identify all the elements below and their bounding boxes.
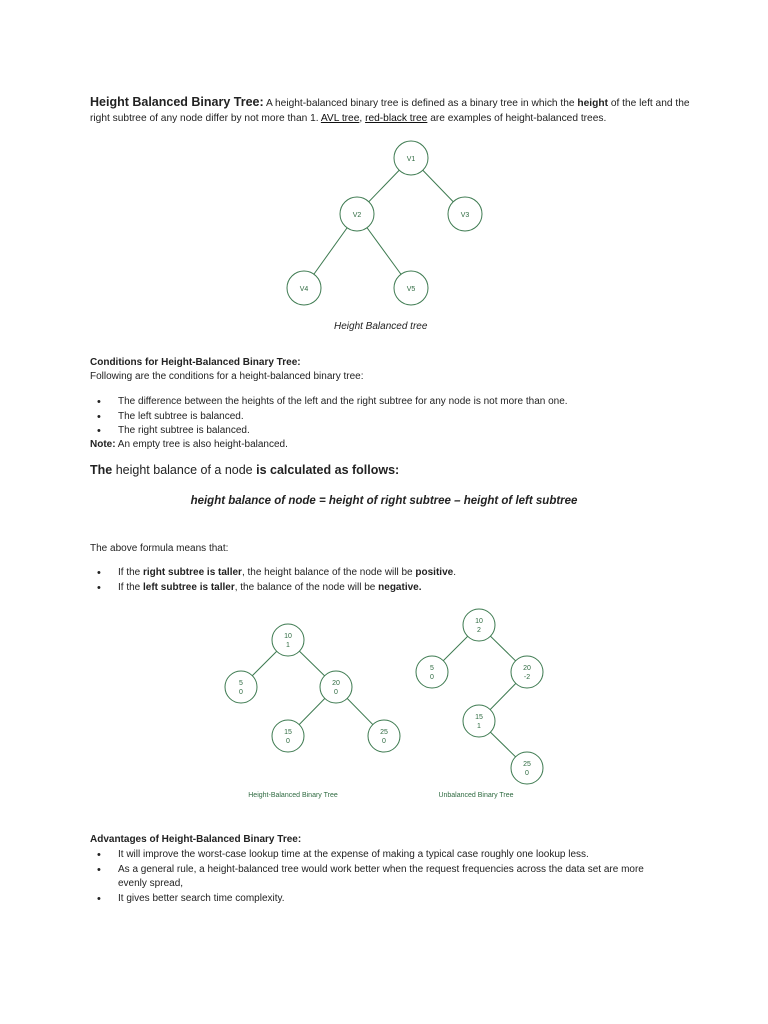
- figure2-trees: [0, 600, 768, 810]
- node-value: 10: [475, 618, 483, 625]
- node-balance: 1: [477, 723, 481, 730]
- figure1-caption: Height Balanced tree: [334, 321, 428, 332]
- red-black-tree-link[interactable]: red-black tree: [365, 112, 428, 124]
- advantages-list: [97, 848, 667, 906]
- node-value: 20: [523, 665, 531, 672]
- meaning-intro: The above formula means that:: [90, 543, 229, 554]
- balance-formula: height balance of node = height of right subtree – height of left subtree: [190, 495, 578, 507]
- list-item: [97, 581, 456, 596]
- balance-t2: height balance of a node: [112, 463, 257, 477]
- balance-t1: The: [90, 463, 113, 477]
- conditions-heading-text: Conditions for Height-Balanced Binary Tree:: [90, 357, 301, 368]
- list-item: • The left subtree is balanced.: [97, 410, 568, 425]
- conditions-intro: Following are the conditions for a height-balanced binary tree:: [90, 371, 364, 382]
- note-label: Note:: [90, 439, 116, 450]
- intro-term: Height Balanced Binary Tree:: [90, 95, 264, 109]
- node-balance: 1: [286, 642, 290, 649]
- intro-sep: ,: [359, 112, 366, 124]
- meaning-b1-mid: , the height balance of the node will be: [241, 567, 416, 578]
- list-item: • The right subtree is balanced.: [97, 424, 568, 439]
- node-value: 5: [239, 680, 243, 687]
- node-value: 15: [475, 714, 483, 721]
- list-item: • The difference between the heights of the left and the right subtree for any node is not more than one.: [97, 395, 568, 410]
- node-value: 5: [430, 665, 434, 672]
- note-text: An empty tree is also height-balanced.: [115, 439, 288, 450]
- meaning-b1-bold2: positive: [415, 567, 454, 578]
- node-label-v5: V5: [406, 286, 416, 293]
- node-balance: -2: [523, 674, 531, 681]
- node-balance: 0: [525, 770, 529, 777]
- tree-node-b-20: [320, 671, 352, 703]
- conditions-list: [97, 395, 568, 439]
- node-value: 20: [332, 680, 340, 687]
- figure1-tree: [0, 0, 768, 320]
- tree-node-u-25: [511, 752, 543, 784]
- avl-tree-link[interactable]: AVL tree: [320, 112, 360, 124]
- balanced-tree: [225, 624, 400, 799]
- unbalanced-tree: [416, 609, 543, 799]
- node-value: 10: [284, 633, 292, 640]
- node-value: 15: [284, 729, 292, 736]
- node-value: 25: [523, 761, 531, 768]
- advantages-heading: [90, 833, 690, 848]
- meaning-b1-bold: right subtree is taller: [143, 567, 242, 578]
- node-balance: 0: [334, 689, 338, 696]
- balance-heading: [90, 463, 690, 478]
- node-label-v1: V1: [406, 156, 416, 163]
- tree-node-b-25: [368, 720, 400, 752]
- meaning-b2-bold: left subtree is taller: [143, 581, 235, 593]
- tree-node-u-15: [463, 705, 495, 737]
- intro-text-3: are examples of height-balanced trees.: [427, 112, 607, 124]
- node-balance: 0: [382, 738, 386, 745]
- tree-node-b-5: [225, 671, 257, 703]
- meaning-b1-pre: If the: [118, 567, 144, 578]
- list-item: • As a general rule, a height-balanced tree would work better when the request frequencies across the data set are more evenly spread,: [97, 863, 667, 892]
- node-balance: 0: [239, 689, 243, 696]
- tree-node-u-5: [416, 656, 448, 688]
- meaning-b2-mid: , the balance of the node will be: [234, 581, 379, 593]
- meaning-b1-post: .: [453, 567, 456, 578]
- intro-text-1: A height-balanced binary tree is defined as a binary tree in which the: [263, 98, 578, 109]
- meaning-b2-pre: If the: [118, 581, 144, 593]
- tree-node-u-20: [511, 656, 543, 688]
- meaning-b2-bold2: negative.: [378, 581, 422, 593]
- list-item: • It gives better search time complexity.: [97, 892, 667, 907]
- tree-node-u-10: [463, 609, 495, 641]
- meaning-list: [97, 566, 456, 595]
- list-item: • It will improve the worst-case lookup time at the expense of making a typical case roughly one lookup less.: [97, 848, 667, 863]
- node-label-v4: V4: [299, 286, 309, 293]
- intro-text-2: of the left and the right subtree of any node differ by not more than 1.: [90, 98, 690, 124]
- node-value: 25: [380, 729, 388, 736]
- node-balance: 2: [477, 627, 481, 634]
- note-line: [90, 438, 690, 453]
- intro-height-word: height: [577, 98, 608, 109]
- balance-t3: is calculated as follows:: [256, 463, 400, 477]
- advantages-heading-text: Advantages of Height-Balanced Binary Tree:: [90, 834, 302, 845]
- conditions-heading: [90, 356, 690, 371]
- node-balance: 0: [286, 738, 290, 745]
- unbalanced-tree-caption: Unbalanced Binary Tree: [438, 792, 514, 799]
- node-balance: 0: [430, 674, 434, 681]
- tree-node-b-15: [272, 720, 304, 752]
- list-item: [97, 566, 456, 581]
- node-label-v2: V2: [352, 212, 362, 219]
- node-label-v3: V3: [460, 212, 470, 219]
- balanced-tree-caption: Height-Balanced Binary Tree: [248, 792, 338, 799]
- tree-node-b-10: [272, 624, 304, 656]
